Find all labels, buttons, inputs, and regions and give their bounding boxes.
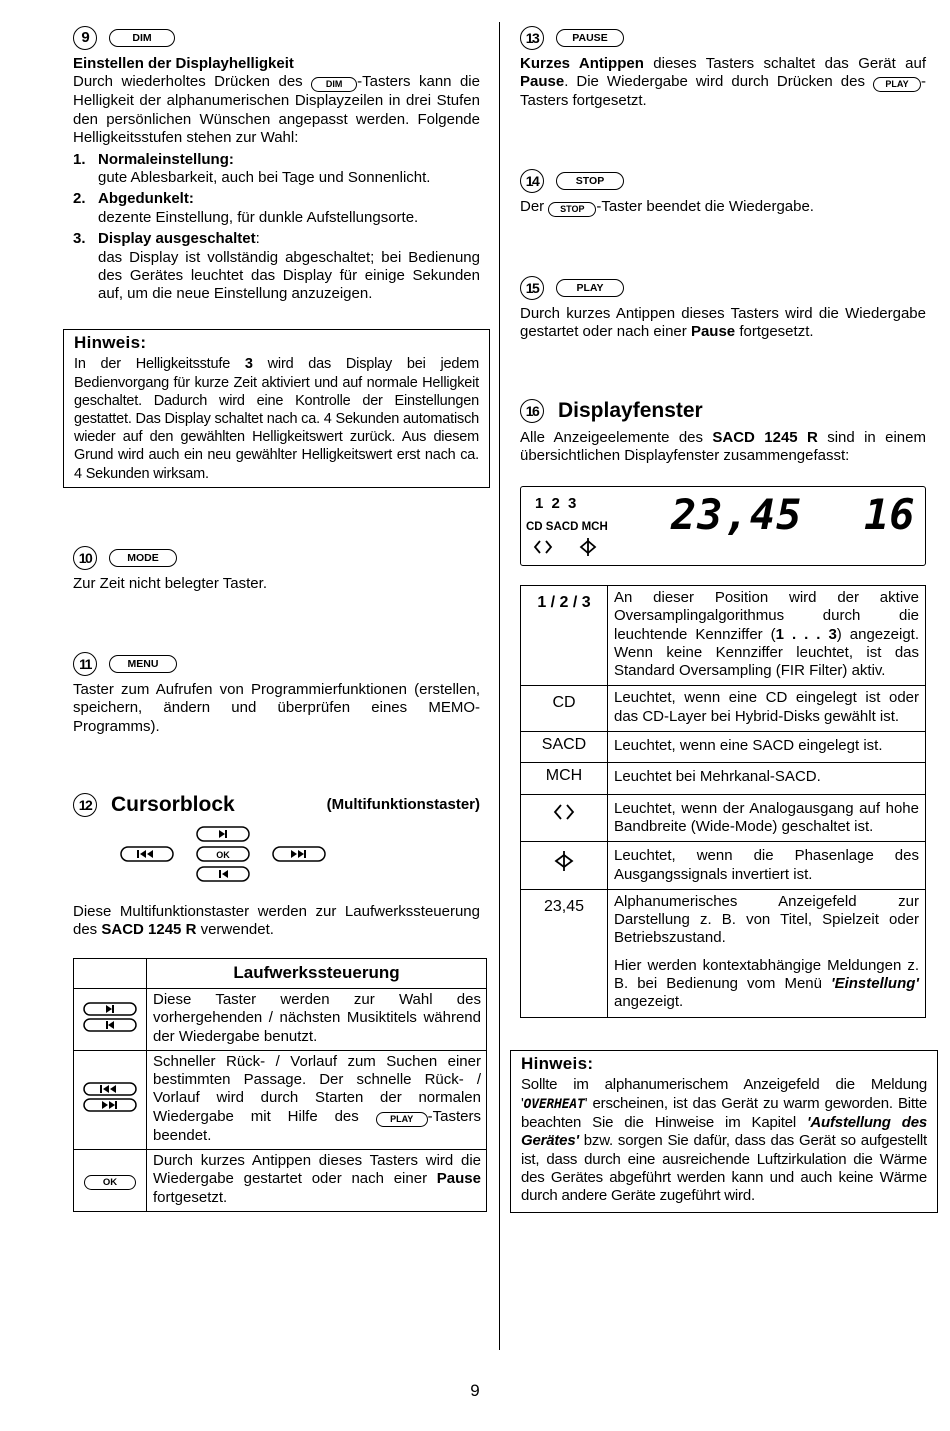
section-16-title: Displayfenster: [558, 398, 703, 422]
table-row: Schneller Rück- / Vorlauf zum Suchen einer bestimmten Passage. Der schnelle Rück- / Vorlauf wird durch Starten der normalen Wiedergabe mit Hilfe des PLAY -Tasters beendet.: [74, 1050, 487, 1149]
section-12: [73, 792, 480, 939]
page-number: 9: [470, 1381, 480, 1400]
section-number-12: 12: [73, 793, 97, 817]
mode-key-icon: MODE: [109, 549, 177, 567]
section-number-10: 10: [73, 546, 97, 570]
table-row: 23,45 Alphanumerisches Anzeigefeld zur Darstellung z. B. von Titel, Spielzeit oder Betriebszustand. Hier werden kontextabhängige Meldungen z. B. bei Bedienung vom Menü 'Einstellung' angezeigt.: [521, 889, 926, 1017]
section-number-16: 16: [520, 399, 544, 423]
section-10-text: Zur Zeit nicht belegter Taster.: [73, 575, 267, 592]
svg-text:OK: OK: [216, 850, 230, 860]
next-track-key-icon: [197, 827, 249, 841]
track-skip-keys-icon: [82, 1001, 138, 1033]
overheat-message: OVERHEAT: [523, 1096, 585, 1112]
brightness-list: [73, 151, 480, 304]
cursor-block-graphic: [119, 825, 379, 885]
section-14: [520, 168, 926, 217]
section-16-text: Alle Anzeigeelemente des SACD 1245 R sind in einem übersichtlichen Displayfenster zusammengefasst:: [520, 429, 926, 465]
play-key-icon: PLAY: [556, 279, 624, 297]
stop-key-inline-icon: STOP: [548, 202, 596, 217]
play-key-inline-icon: PLAY: [873, 77, 921, 92]
display-window: [520, 486, 926, 566]
note-title: Hinweis:: [74, 333, 147, 352]
stop-key-icon: STOP: [556, 172, 624, 190]
ok-key-icon: [197, 847, 249, 861]
dim-key-icon: DIM: [109, 29, 175, 47]
section-number-11: 11: [73, 652, 97, 676]
table-row: SACD Leuchtet, wenn eine SACD eingelegt ist.: [521, 732, 926, 763]
search-keys-icon: [82, 1081, 138, 1113]
display-elements-table: [520, 585, 926, 1018]
play-key-inline-icon: PLAY: [376, 1112, 428, 1127]
display-disc-labels: CD SACD MCH: [526, 521, 608, 533]
phase-invert-icon: [553, 850, 575, 872]
note-text: In der Helligkeitsstufe 3 wird das Display bei jedem Bedienvorgang für kurze Zeit aktiviert und auf normale Helligkeit geschaltet. Dadurch wird eine Kontrolle der Einstellungen gestattet. Das Display schaltet nach ca. 4 Sekunden automatisch wieder auf den gewählten Helligkeitswert zurück. Aus diesem Grund wird auch ein neu gewählter Helligkeitswert erst nach ca. 4 Sekunden wirksam.: [74, 356, 479, 482]
section-12-subtitle: (Multifunktionstaster): [326, 795, 480, 813]
section-9-title: Einstellen der Displayhelligkeit: [73, 55, 294, 72]
fast-forward-key-icon: [273, 847, 325, 861]
section-number-15: 15: [520, 276, 544, 300]
note-box-overheat: [510, 1050, 938, 1213]
section-13: [520, 25, 926, 111]
ok-key-icon: OK: [84, 1175, 136, 1190]
list-item: 2. Abgedunkelt: dezente Einstellung, für dunkle Aufstellungsorte.: [73, 190, 419, 226]
section-11: [73, 651, 480, 736]
section-10: [73, 545, 480, 593]
section-14-text: Der STOP -Taster beendet die Wiedergabe.: [520, 198, 814, 215]
list-item: 3. Display ausgeschaltet: das Display ist vollständig abgeschaltet; bei Bedienung des Gerätes leuchtet das Display für einige Sekunden auf, um die neue Einstellung anzuzeigen.: [73, 230, 480, 303]
table-row: Diese Taster werden zur Wahl des vorhergehenden / nächsten Musiktitels während der Wiedergabe benutzt.: [74, 989, 487, 1051]
column-divider: [499, 22, 500, 1350]
note-text: Sollte im alphanumerischem Anzeigefeld die Meldung 'OVERHEAT' erscheinen, ist das Gerät zu warm geworden. Bitte beachten Sie die Hinweise im Kapitel 'Aufstellung des Gerätes' bzw. sorgen Sie dafür, dass das Gerät so aufgestellt ist, dass durch eine ausreichende Luftzirkulation die Wärme des Gerätes abgeführt werden kann und auch keine Wärme durch andere Geräte zugeführt wird.: [521, 1076, 927, 1205]
menu-key-icon: MENU: [109, 655, 177, 673]
section-9-intro: Durch wiederholtes Drücken des DIM -Tasters kann die Helligkeit der alphanumerischen Displayzeilen in drei Stufen den persönlichen Wünschen angepasst werden. Folgende Helligkeitsstufen stehen zur Wahl:: [73, 73, 480, 147]
bandwidth-icon: [553, 803, 575, 821]
table-row: Leuchtet, wenn der Analogausgang auf hohe Bandbreite (Wide-Mode) geschaltet ist.: [521, 794, 926, 842]
table-header-empty: [74, 959, 147, 989]
bandwidth-icon: [533, 539, 553, 555]
table-row: OK Durch kurzes Antippen dieses Tasters wird die Wiedergabe gestartet oder nach einer Pause fortgesetzt.: [74, 1150, 487, 1212]
phase-invert-icon: [578, 537, 598, 557]
table-row: CD Leuchtet, wenn eine CD eingelegt ist oder das CD-Layer bei Hybrid-Disks gewählt ist.: [521, 686, 926, 732]
section-13-text: Kurzes Antippen dieses Tasters schaltet das Gerät auf Pause. Die Wiedergabe wird durch Drücken des PLAY -Tasters fortgesetzt.: [520, 55, 926, 110]
table-row: MCH Leuchtet bei Mehrkanal-SACD.: [521, 763, 926, 794]
note-box-brightness: [63, 329, 490, 488]
display-track-digits: 16: [864, 490, 915, 539]
table-header: Laufwerkssteuerung: [147, 959, 487, 989]
previous-track-key-icon: [197, 867, 249, 881]
section-16: [520, 398, 926, 466]
dim-key-inline-icon: DIM: [311, 77, 357, 92]
table-row: 1 / 2 / 3 An dieser Position wird der aktive Oversamplingalgorithmus durch die leuchtende Kennziffer (1 . . . 3) angezeigt. Wenn keine Kennziffer leuchtet, ist das Standard Oversampling (FIR Filter) aktiv.: [521, 586, 926, 686]
section-12-title: Cursorblock: [111, 792, 235, 816]
list-item: 1. Normaleinstellung: gute Ablesbarkeit, auch bei Tage und Sonnenlicht.: [73, 150, 431, 187]
fast-rewind-key-icon: [121, 847, 173, 861]
table-row: Leuchtet, wenn die Phasenlage des Ausgangssignals invertiert ist.: [521, 842, 926, 890]
section-9: [73, 25, 480, 304]
section-number-9: 9: [73, 26, 97, 50]
section-11-text: Taster zum Aufrufen von Programmierfunktionen (erstellen, speichern, ändern und überprüfen eines MEMO-Programms).: [73, 681, 480, 735]
pause-key-icon: PAUSE: [556, 29, 624, 47]
display-oversampling-digits: 1 2 3: [535, 495, 577, 512]
display-main-digits: 23,45: [671, 490, 803, 539]
section-15-text: Durch kurzes Antippen dieses Tasters wird die Wiedergabe gestartet oder nach einer Pause fortgesetzt.: [520, 305, 926, 341]
section-number-13: 13: [520, 26, 544, 50]
section-12-text: Diese Multifunktionstaster werden zur Laufwerkssteuerung des SACD 1245 R verwendet.: [73, 903, 480, 939]
drive-control-table: [73, 958, 487, 1212]
section-15: [520, 275, 926, 342]
note-title: Hinweis:: [521, 1054, 594, 1073]
section-number-14: 14: [520, 169, 544, 193]
